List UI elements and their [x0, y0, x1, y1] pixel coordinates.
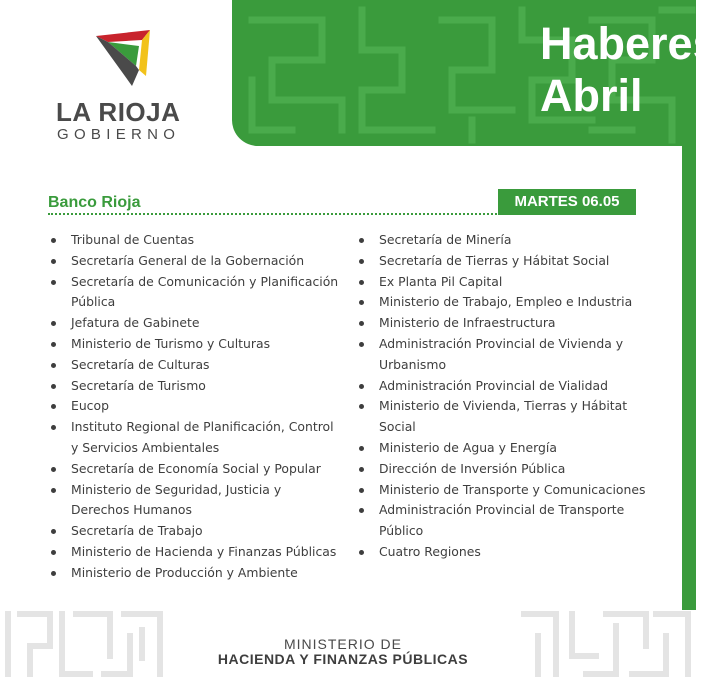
list-item-label: Secretaría de Minería [379, 232, 512, 247]
header-banner [232, 0, 718, 146]
bullet-icon [51, 571, 56, 576]
organisms-list-left [50, 230, 342, 584]
list-item-label: Ministerio de Turismo y Culturas [71, 335, 271, 351]
bullet-icon [51, 280, 56, 285]
bullet-icon [359, 238, 364, 243]
list-item-label: Ministerio de Infraestructura [379, 315, 556, 331]
bullet-icon [359, 550, 364, 555]
logo-subtitle: GOBIERNO [57, 126, 181, 143]
logo-name: LA RIOJA [56, 97, 181, 127]
bullet-icon [359, 446, 364, 451]
list-item-label: Instituto Regional de Planificación, Control y Servicios Ambientales [71, 419, 334, 455]
list-item [358, 272, 658, 293]
bullet-icon [51, 425, 56, 430]
list-item-label: Ministerio de Hacienda y Finanzas Públicas [71, 543, 337, 559]
list-item [358, 376, 658, 397]
bullet-icon [51, 321, 56, 326]
list-item-label: Secretaría de Comunicación y Planificación Pública [71, 273, 339, 310]
footer-ministry-line1: MINISTERIO DE [283, 636, 402, 652]
bullet-icon [51, 259, 56, 264]
la-rioja-logo-icon [92, 26, 154, 92]
list-item-label: Secretaría de Tierras y Hábitat Social [379, 252, 610, 268]
list-item [50, 563, 342, 584]
footer-maze-pattern-left [0, 606, 178, 682]
list-item-label: Secretaría de Trabajo [71, 523, 203, 539]
list-item-label: Ministerio de Producción y Ambiente [71, 564, 298, 580]
title-line-2: Abril [540, 70, 643, 121]
bullet-icon [359, 508, 364, 513]
list-item-label: Secretaría General de la Gobernación [71, 252, 305, 268]
bullet-icon [359, 342, 364, 347]
footer-ministry-line2: HACIENDA Y FINANZAS PÚBLICAS [217, 651, 469, 667]
list-item-label: Ministerio de Vivienda, Tierras y Hábitat Social [379, 398, 628, 435]
list-item [358, 396, 658, 438]
list-item [358, 313, 658, 334]
bullet-icon [359, 321, 364, 326]
list-item [50, 334, 342, 355]
list-item [50, 396, 342, 417]
list-item-label: Administración Provincial de Transporte Público [379, 502, 625, 539]
list-item [358, 334, 658, 376]
bullet-icon [359, 300, 364, 305]
list-item [358, 438, 658, 459]
list-item [358, 459, 658, 480]
list-item-label: Eucop [71, 398, 109, 414]
list-item [50, 542, 342, 563]
list-item [358, 230, 658, 251]
list-item [50, 230, 342, 251]
bullet-icon [51, 550, 56, 555]
title-line-1: Haberes [540, 18, 718, 69]
bullet-icon [51, 238, 56, 243]
list-item-label: Secretaría de Economía Social y Popular [71, 460, 321, 476]
list-item-label: Ministerio de Transporte y Comunicaciones [379, 481, 646, 497]
side-accent-bar [682, 140, 696, 610]
list-item [50, 417, 342, 459]
list-item [50, 480, 342, 522]
list-item [50, 459, 342, 480]
list-item-label: Ministerio de Trabajo, Empleo e Industria [379, 294, 633, 310]
bullet-icon [359, 467, 364, 472]
bullet-icon [51, 529, 56, 534]
list-item-label: Administración Provincial de Vivienda y Urbanismo [379, 335, 624, 372]
list-item [50, 313, 342, 334]
bullet-icon [359, 280, 364, 285]
bullet-icon [359, 404, 364, 409]
list-item [50, 251, 342, 272]
list-item-label: Administración Provincial de Vialidad [379, 377, 608, 393]
list-item-label: Ministerio de Agua y Energía [379, 439, 557, 455]
date-badge: MARTES 06.05 [498, 189, 636, 215]
bullet-icon [359, 488, 364, 493]
list-item [50, 355, 342, 376]
bank-label: Banco Rioja [48, 194, 141, 211]
list-item [50, 272, 342, 314]
list-item-label: Ministerio de Seguridad, Justicia y Derechos Humanos [71, 481, 282, 518]
list-item [50, 376, 342, 397]
list-item-label: Ex Planta Pil Capital [379, 273, 503, 289]
list-item [358, 480, 658, 501]
list-item [50, 521, 342, 542]
list-item-label: Secretaría de Turismo [71, 377, 206, 393]
list-item [358, 251, 658, 272]
dotted-divider [48, 213, 500, 215]
bullet-icon [359, 384, 364, 389]
list-item-label: Tribunal de Cuentas [71, 232, 195, 247]
list-item [358, 542, 658, 563]
list-item-label: Cuatro Regiones [379, 543, 481, 559]
bullet-icon [51, 342, 56, 347]
bullet-icon [51, 363, 56, 368]
bullet-icon [51, 404, 56, 409]
list-item-label: Dirección de Inversión Pública [379, 460, 566, 476]
bullet-icon [51, 488, 56, 493]
bullet-icon [51, 384, 56, 389]
bullet-icon [359, 259, 364, 264]
list-item-label: Secretaría de Culturas [71, 356, 210, 372]
page-title [540, 18, 718, 122]
list-item [358, 500, 658, 542]
list-item [358, 292, 658, 313]
list-item-label: Jefatura de Gabinete [71, 315, 200, 331]
organisms-list-right [358, 230, 658, 563]
footer-maze-pattern-right [516, 606, 696, 682]
bullet-icon [51, 467, 56, 472]
